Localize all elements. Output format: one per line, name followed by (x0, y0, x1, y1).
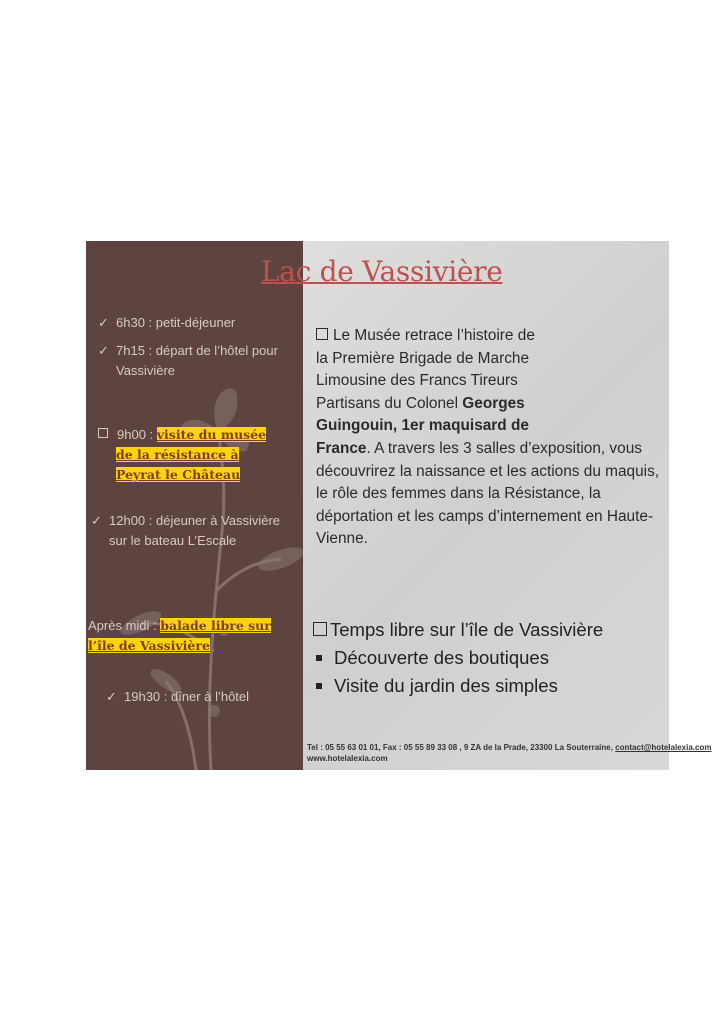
afternoon-link-line2[interactable]: l’île de Vassivière (88, 638, 210, 653)
schedule-afternoon: Après midi : balade libre sur l’île de Vassivière (88, 618, 271, 653)
free-time-section: Temps libre sur l’île de Vassivière Découverte des boutiques Visite du jardin des simples (313, 616, 603, 700)
afternoon-link[interactable]: balade libre sur (160, 618, 271, 633)
schedule-dinner: ✓ 19h30 : dîner à l’hôtel (106, 687, 249, 707)
schedule-departure: ✓ 7h15 : départ de l’hôtel pour Vassivière (98, 343, 278, 378)
email-link[interactable]: contact@hotelalexia.com (615, 743, 712, 752)
website-link[interactable]: www.hotelalexia.com (307, 754, 388, 763)
schedule-breakfast: ✓ 6h30 : petit-déjeuner (98, 313, 235, 333)
schedule-lunch: ✓ 12h00 : déjeuner à Vassivière sur le bateau L’Escale (91, 513, 281, 548)
checkbox-icon (316, 328, 328, 340)
page-title: Lac de Vassivière (261, 255, 503, 288)
checkbox-icon (98, 428, 108, 438)
checkbox-icon (313, 622, 327, 636)
visit-link-line2[interactable]: de la résistance à (116, 447, 239, 462)
visit-link[interactable]: visite du musée (156, 427, 267, 442)
bullet-icon (316, 683, 322, 689)
schedule-panel (86, 241, 303, 770)
visit-link-line3[interactable]: Peyrat le Château (116, 467, 241, 482)
check-icon: ✓ (91, 513, 102, 528)
footer-contact: Tel : 05 55 63 01 01, Fax : 05 55 89 33 08 , 9 ZA de la Prade, 23300 La Souterraine, contact@hotelalexia.com www.hotelalexia.com (307, 743, 712, 763)
schedule-visit: 9h00 : visite du musée de la résistance à Peyrat le Château (98, 425, 266, 485)
bullet-icon (316, 655, 322, 661)
flyer-card (86, 241, 712, 770)
museum-description: Le Musée retrace l’histoire de la Première Brigade de Marche Limousine des Francs Tireurs Partisans du Colonel Georges Guingouin, 1er maquisard de France. A travers les 3 salles d’exposition, vous découvrirez la naissance et les actions du maquis, le rôle des femmes dans la Résistance, la déportation et les camps d’internement en Haute- Vienne. (316, 327, 660, 548)
check-icon: ✓ (106, 689, 117, 704)
list-item: Visite du jardin des simples (334, 675, 558, 696)
list-item: Découverte des boutiques (334, 647, 549, 668)
check-icon: ✓ (98, 315, 109, 330)
check-icon: ✓ (98, 343, 109, 358)
